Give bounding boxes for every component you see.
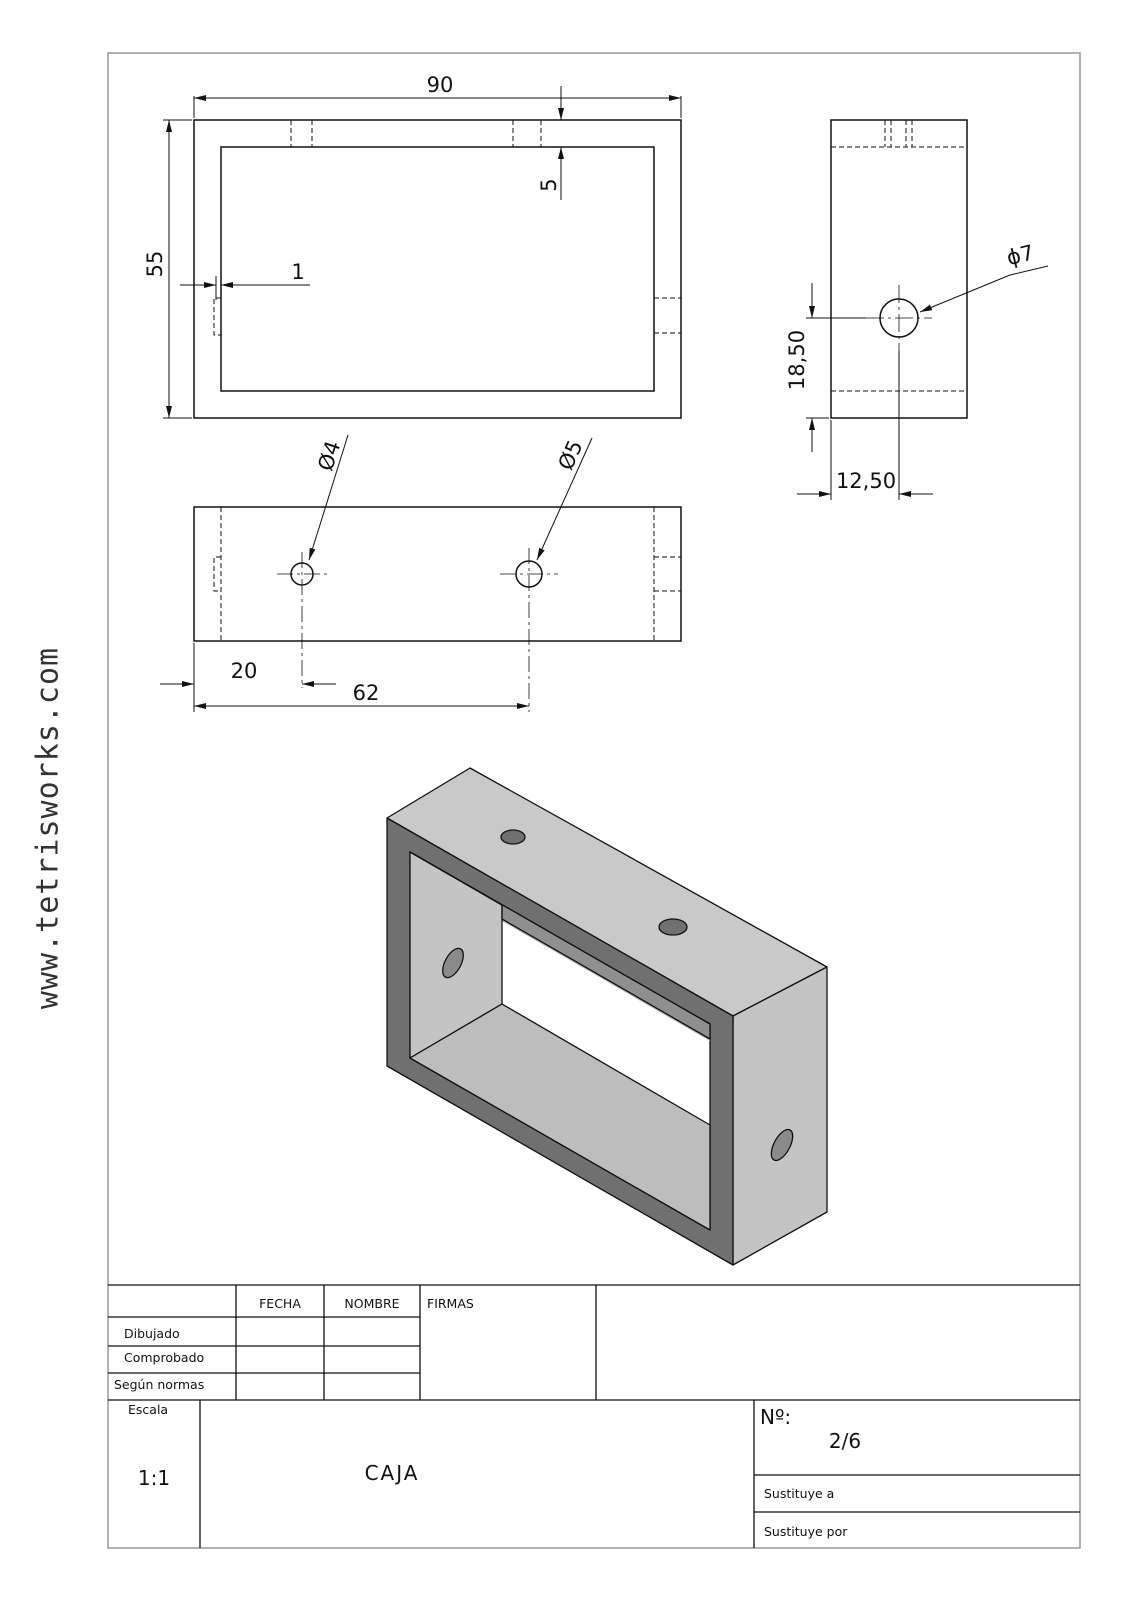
front-view bbox=[194, 120, 681, 418]
escala-label: Escala bbox=[128, 1402, 169, 1417]
number-value: 2/6 bbox=[828, 1429, 862, 1453]
iso-right-face bbox=[733, 967, 827, 1265]
dim-pos-20: 20 bbox=[230, 659, 258, 683]
dim-v-dist: 18,50 bbox=[785, 329, 809, 391]
dim-diam-5: Ø5 bbox=[553, 436, 588, 474]
dim-wall: 5 bbox=[537, 178, 561, 192]
col-fecha: FECHA bbox=[259, 1296, 301, 1311]
sustituye-por: Sustituye por bbox=[764, 1524, 848, 1539]
number-label: Nº: bbox=[760, 1405, 792, 1429]
dim-groove: 1 bbox=[291, 260, 305, 284]
title-block bbox=[108, 1285, 1080, 1548]
dim-height: 55 bbox=[143, 250, 167, 278]
drawing-title: CAJA bbox=[364, 1461, 420, 1485]
dim-diam-side: ϕ7 bbox=[1004, 240, 1037, 271]
col-firmas: FIRMAS bbox=[427, 1296, 474, 1311]
top-view bbox=[194, 507, 681, 712]
sustituye-a: Sustituye a bbox=[764, 1486, 835, 1501]
watermark-text: www.tetrisworks.com bbox=[30, 646, 66, 1010]
row-comprobado: Comprobado bbox=[124, 1350, 205, 1365]
sheet-border bbox=[108, 53, 1080, 1548]
top-view-dimensions bbox=[160, 435, 592, 712]
col-nombre: NOMBRE bbox=[344, 1296, 400, 1311]
front-view-dimensions bbox=[163, 86, 681, 418]
dim-h-dist: 12,50 bbox=[835, 469, 897, 493]
iso-top-hole-1 bbox=[501, 830, 525, 844]
dim-width: 90 bbox=[426, 73, 454, 97]
iso-top-hole-2 bbox=[659, 919, 687, 935]
isometric-view bbox=[387, 768, 827, 1265]
dim-diam-4: Ø4 bbox=[313, 437, 346, 474]
row-segun-normas: Según normas bbox=[114, 1377, 205, 1392]
side-view-dimensions bbox=[797, 266, 1048, 500]
escala-value: 1:1 bbox=[137, 1466, 171, 1490]
dim-pos-62: 62 bbox=[352, 681, 380, 705]
row-dibujado: Dibujado bbox=[124, 1326, 180, 1341]
